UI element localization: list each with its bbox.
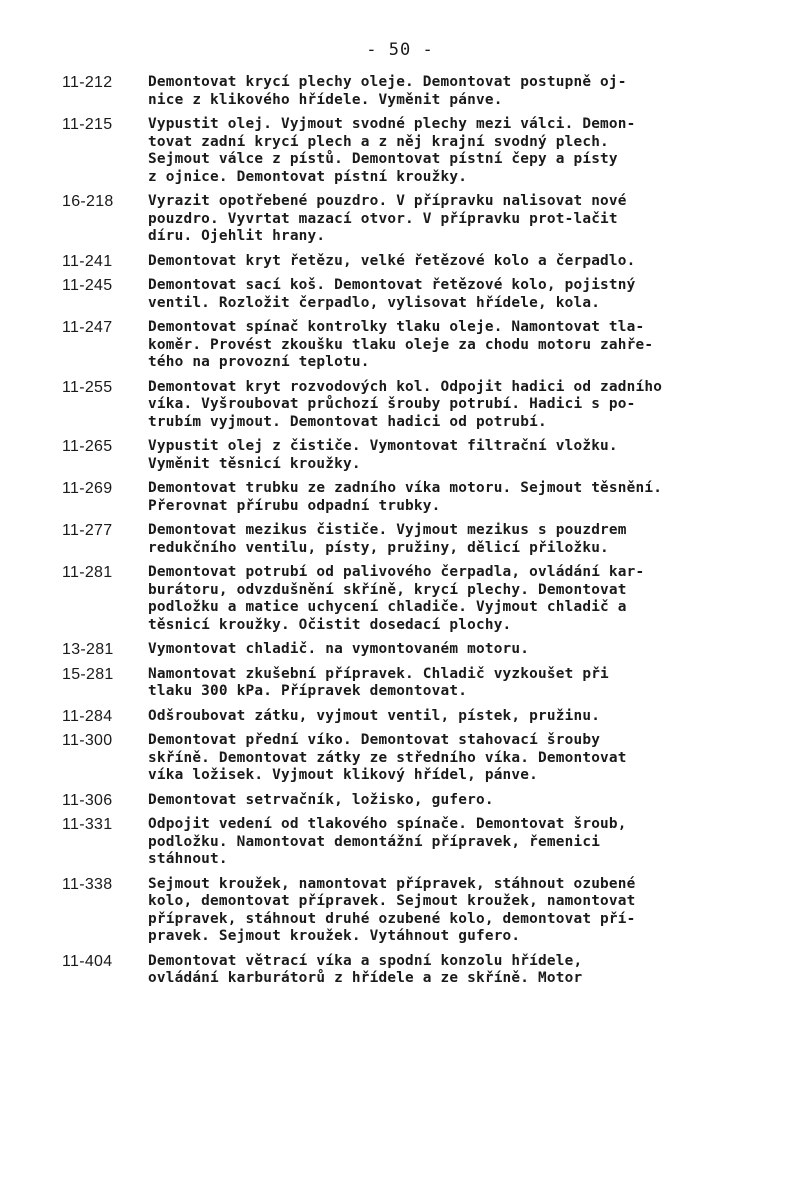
operation-description: Demontovat kryt řetězu, velké řetězové kolo a čerpadlo. xyxy=(148,252,636,269)
operation-code: 11-404 xyxy=(62,952,113,970)
operation-entry xyxy=(62,953,782,988)
operation-code: 16-218 xyxy=(62,193,114,210)
operation-code: 11-284 xyxy=(62,707,113,725)
operation-code: 11-300 xyxy=(62,732,113,749)
operation-description: Demontovat mezikus čističe. Vyjmout mezikus s pouzdrem redukčního ventilu, písty, pružiny, dělicí přiložku. xyxy=(148,522,627,556)
operation-description: Vyrazit opotřebené pouzdro. V přípravku nalisovat nové pouzdro. Vyvrtat mazací otvor. V přípravku prot-lačit díru. Ojehlit hrany. xyxy=(148,193,627,244)
operation-description: Demontovat trubku ze zadního víka motoru. Sejmout těsnění. Přerovnat přírubu odpadní trubky. xyxy=(148,480,663,514)
operation-entry xyxy=(62,816,782,869)
operation-entry xyxy=(62,438,782,473)
operation-entry xyxy=(62,522,782,557)
operation-entry xyxy=(62,74,782,109)
operation-code: 11-265 xyxy=(62,438,113,455)
operation-description: Sejmout kroužek, namontovat přípravek, stáhnout ozubené kolo, demontovat přípravek. Sejmout kroužek, namontovat přípravek, stáhnout druhé ozubené kolo, demontovat pří- pravek. Sejmout kroužek. Vytáhnout gufero. xyxy=(148,875,636,944)
operation-code: 11-245 xyxy=(62,277,113,294)
operation-description: Vypustit olej z čističe. Vymontovat filtrační vložku. Vyměnit těsnicí kroužky. xyxy=(148,438,618,472)
operation-entry xyxy=(62,876,782,946)
operation-code: 11-338 xyxy=(62,875,113,893)
operation-description: Demontovat větrací víka a spodní konzolu hřídele, ovládání karburátorů z hřídele a ze skříně. Motor xyxy=(148,952,583,986)
operation-code: 11-255 xyxy=(62,378,113,396)
operation-entry xyxy=(62,277,782,312)
operation-entry xyxy=(62,319,782,372)
operation-description: Odšroubovat zátku, vyjmout ventil, pístek, pružinu. xyxy=(148,707,601,724)
operation-entry xyxy=(62,564,782,634)
operation-list xyxy=(62,74,782,995)
operation-entry xyxy=(62,732,782,785)
operation-entry xyxy=(62,792,782,810)
operation-description: Demontovat krycí plechy oleje. Demontovat postupně oj- nice z klikového hřídele. Vyměnit pánve. xyxy=(148,74,627,108)
operation-entry xyxy=(62,253,782,271)
operation-description: Namontovat zkušební přípravek. Chladič vyzkoušet při tlaku 300 kPa. Přípravek demontovat. xyxy=(148,665,609,699)
operation-entry xyxy=(62,666,782,701)
operation-description: Odpojit vedení od tlakového spínače. Demontovat šroub, podložku. Namontovat demontážní přípravek, řemenici stáhnout. xyxy=(148,816,627,867)
operation-code: 11-269 xyxy=(62,480,113,497)
operation-code: 13-281 xyxy=(62,641,114,658)
operation-code: 11-306 xyxy=(62,791,113,809)
operation-code: 11-277 xyxy=(62,522,113,539)
operation-code: 11-281 xyxy=(62,564,113,581)
operation-entry xyxy=(62,116,782,186)
operation-description: Vypustit olej. Vyjmout svodné plechy mezi válci. Demon- tovat zadní krycí plech a z něj krajní svodný plech. Sejmout válce z pístů. Demontovat pístní čepy a písty z ojnice. Demontovat pístní kroužky. xyxy=(148,116,636,185)
operation-code: 15-281 xyxy=(62,665,114,683)
operation-description: Vymontovat chladič. na vymontovaném motoru. xyxy=(148,641,530,657)
page-number: - 50 - xyxy=(366,40,434,60)
operation-code: 11-247 xyxy=(62,319,113,336)
operation-code: 11-331 xyxy=(62,816,113,833)
operation-description: Demontovat přední víko. Demontovat stahovací šrouby skříně. Demontovat zátky ze středního víka. Demontovat víka ložisek. Vyjmout klikový hřídel, pánve. xyxy=(148,732,627,783)
operation-code: 11-212 xyxy=(62,74,113,91)
operation-description: Demontovat kryt rozvodových kol. Odpojit hadici od zadního víka. Vyšroubovat průchozí šrouby potrubí. Hadici s po- trubím vyjmout. Demontovat hadici od potrubí. xyxy=(148,378,663,430)
operation-entry xyxy=(62,193,782,246)
operation-description: Demontovat sací koš. Demontovat řetězové kolo, pojistný ventil. Rozložit čerpadlo, vylisovat hřídele, kola. xyxy=(148,277,636,311)
operation-entry xyxy=(62,379,782,432)
operation-code: 11-215 xyxy=(62,116,113,133)
operation-entry xyxy=(62,708,782,726)
operation-entry xyxy=(62,480,782,515)
operation-entry xyxy=(62,641,782,659)
operation-description: Demontovat setrvačník, ložisko, gufero. xyxy=(148,791,494,808)
operation-description: Demontovat spínač kontrolky tlaku oleje. Namontovat tla- koměr. Provést zkoušku tlaku oleje za chodu motoru zahře- tého na provozní teplotu. xyxy=(148,319,654,370)
operation-code: 11-241 xyxy=(62,252,113,270)
operation-description: Demontovat potrubí od palivového čerpadla, ovládání kar- burátoru, odvzdušnění skříně, krycí plechy. Demontovat podložku a matice uchycení chladiče. Vyjmout chladič a těsnicí kroužky. Očistit dosedací plochy. xyxy=(148,564,645,633)
